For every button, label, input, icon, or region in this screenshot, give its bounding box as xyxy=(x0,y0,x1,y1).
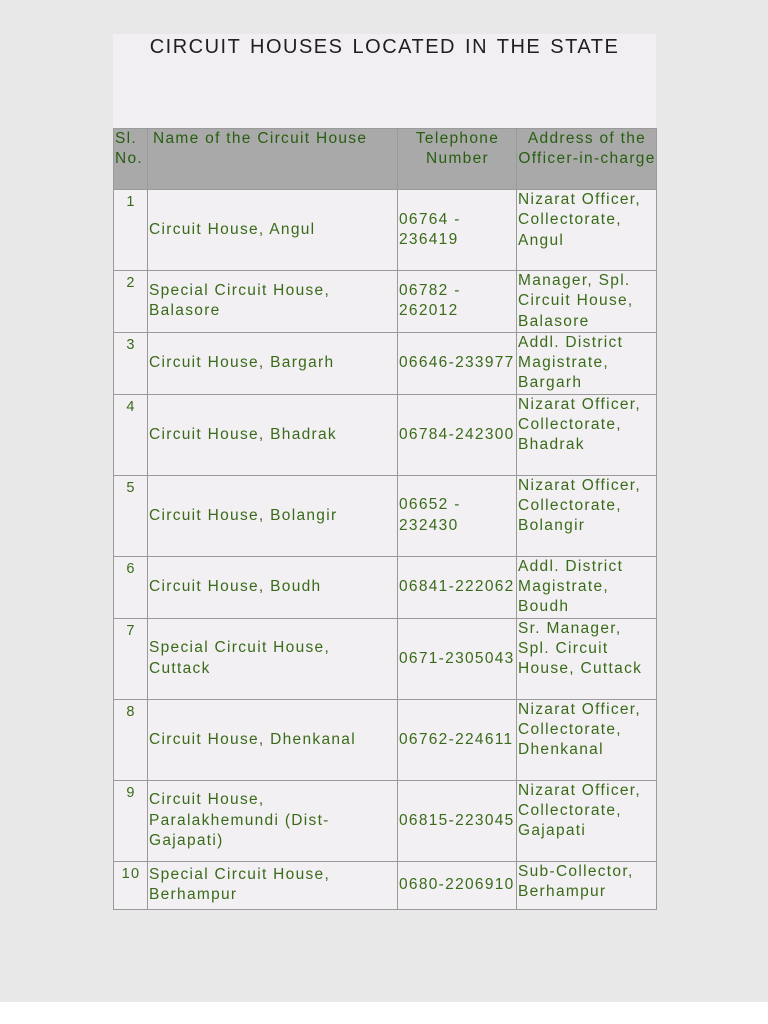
table-row xyxy=(114,861,657,909)
cell-address: Addl. District Magistrate, Bargarh xyxy=(517,332,657,394)
cell-name: Circuit House, Dhenkanal xyxy=(148,699,398,780)
table-row xyxy=(114,699,657,780)
table-row xyxy=(114,475,657,556)
cell-sl-no: 4 xyxy=(114,394,148,475)
cell-address: Nizarat Officer, Collectorate, Dhenkanal xyxy=(517,699,657,780)
cell-telephone: 06784-242300 xyxy=(398,394,517,475)
title-area xyxy=(113,34,656,128)
cell-address: Manager, Spl. Circuit House, Balasore xyxy=(517,271,657,333)
document-title: CIRCUIT HOUSES LOCATED IN THE STATE xyxy=(149,36,620,58)
cell-telephone: 06782 - 262012 xyxy=(398,271,517,333)
cell-address: Nizarat Officer, Collectorate, Bhadrak xyxy=(517,394,657,475)
cell-name: Circuit House, Paralakhemundi (Dist-Gajapati) xyxy=(148,780,398,861)
table-row xyxy=(114,780,657,861)
cell-sl-no: 6 xyxy=(114,556,148,618)
table-row xyxy=(114,190,657,271)
cell-address: Nizarat Officer, Collectorate, Gajapati xyxy=(517,780,657,861)
header-name: Name of the Circuit House xyxy=(148,129,398,190)
cell-sl-no: 8 xyxy=(114,699,148,780)
cell-name: Special Circuit House, Berhampur xyxy=(148,861,398,909)
header-sl-no: Sl. No. xyxy=(114,129,148,190)
cell-address: Sub-Collector, Berhampur xyxy=(517,861,657,909)
cell-name: Special Circuit House, Cuttack xyxy=(148,618,398,699)
cell-name: Circuit House, Bargarh xyxy=(148,332,398,394)
cell-sl-no: 2 xyxy=(114,271,148,333)
table-row xyxy=(114,556,657,618)
circuit-houses-table xyxy=(113,128,657,910)
cell-address: Nizarat Officer, Collectorate, Bolangir xyxy=(517,475,657,556)
cell-sl-no: 5 xyxy=(114,475,148,556)
cell-telephone: 06652 - 232430 xyxy=(398,475,517,556)
cell-telephone: 06841-222062 xyxy=(398,556,517,618)
cell-name: Circuit House, Boudh xyxy=(148,556,398,618)
cell-telephone: 0671-2305043 xyxy=(398,618,517,699)
cell-telephone: 06646-233977 xyxy=(398,332,517,394)
table-row xyxy=(114,332,657,394)
header-address: Address of the Officer-in-charge xyxy=(517,129,657,190)
cell-telephone: 06815-223045 xyxy=(398,780,517,861)
viewer-bottom-strip xyxy=(0,1002,768,1024)
cell-telephone: 06764 - 236419 xyxy=(398,190,517,271)
cell-address: Addl. District Magistrate, Boudh xyxy=(517,556,657,618)
cell-telephone: 06762-224611 xyxy=(398,699,517,780)
cell-sl-no: 9 xyxy=(114,780,148,861)
cell-sl-no: 10 xyxy=(114,861,148,909)
cell-sl-no: 3 xyxy=(114,332,148,394)
cell-name: Circuit House, Bolangir xyxy=(148,475,398,556)
cell-sl-no: 7 xyxy=(114,618,148,699)
cell-telephone: 0680-2206910 xyxy=(398,861,517,909)
cell-name: Special Circuit House, Balasore xyxy=(148,271,398,333)
cell-address: Sr. Manager, Spl. Circuit House, Cuttack xyxy=(517,618,657,699)
table-row xyxy=(114,618,657,699)
cell-name: Circuit House, Angul xyxy=(148,190,398,271)
table-row xyxy=(114,394,657,475)
table-header-row xyxy=(114,129,657,190)
cell-address: Nizarat Officer, Collectorate, Angul xyxy=(517,190,657,271)
header-telephone: Telephone Number xyxy=(398,129,517,190)
cell-sl-no: 1 xyxy=(114,190,148,271)
cell-name: Circuit House, Bhadrak xyxy=(148,394,398,475)
table-row xyxy=(114,271,657,333)
